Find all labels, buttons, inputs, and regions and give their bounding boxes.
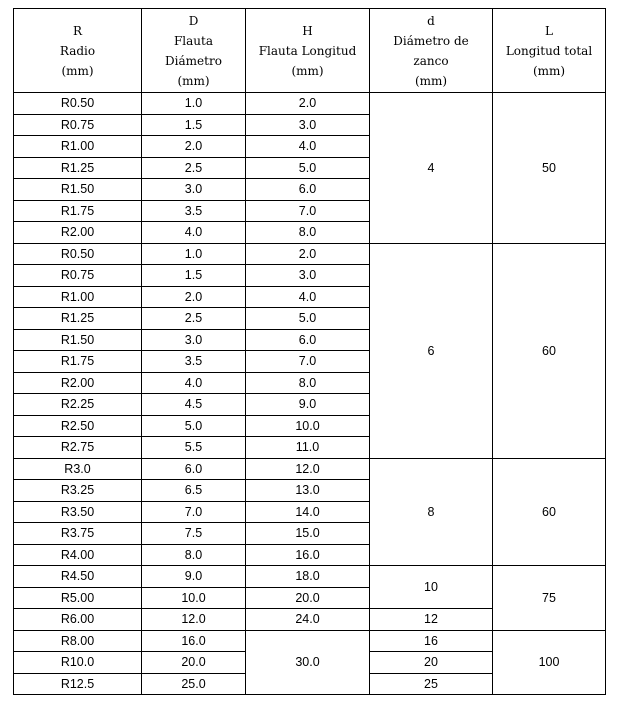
radius-cell: R1.50: [14, 329, 142, 351]
header-symbol: R: [72, 23, 83, 38]
flute-diameter-cell: 25.0: [142, 673, 246, 695]
header-unit: (mm): [414, 73, 448, 88]
radius-cell: R10.0: [14, 652, 142, 674]
flute-diameter-cell: 12.0: [142, 609, 246, 631]
flute-diameter-cell: 7.5: [142, 523, 246, 545]
flute-diameter-cell: 1.5: [142, 265, 246, 287]
shank-diameter-cell: 12: [370, 609, 493, 631]
header-label: Flauta: [173, 33, 214, 48]
shank-diameter-cell: 4: [370, 93, 493, 244]
header-label: Diámetro de: [393, 33, 469, 48]
flute-diameter-cell: 2.0: [142, 136, 246, 158]
radius-cell: R2.25: [14, 394, 142, 416]
flute-diameter-cell: 10.0: [142, 587, 246, 609]
flute-length-cell: 7.0: [246, 351, 370, 373]
flute-length-cell: 20.0: [246, 587, 370, 609]
header-label: Diámetro: [165, 53, 222, 68]
flute-length-cell: 30.0: [246, 630, 370, 695]
header-radius: [14, 9, 142, 93]
flute-diameter-cell: 3.0: [142, 179, 246, 201]
header-flute-diameter: [142, 9, 246, 93]
radius-cell: R0.50: [14, 243, 142, 265]
radius-cell: R1.00: [14, 136, 142, 158]
flute-diameter-cell: 5.5: [142, 437, 246, 459]
header-overall-length: [493, 9, 606, 93]
flute-diameter-cell: 4.5: [142, 394, 246, 416]
flute-length-cell: 3.0: [246, 265, 370, 287]
radius-cell: R3.50: [14, 501, 142, 523]
flute-length-cell: 12.0: [246, 458, 370, 480]
flute-length-cell: 18.0: [246, 566, 370, 588]
header-unit: (mm): [291, 63, 324, 78]
header-symbol: L: [545, 23, 553, 38]
flute-length-cell: 4.0: [246, 286, 370, 308]
header-symbol: H: [302, 23, 313, 38]
flute-diameter-cell: 16.0: [142, 630, 246, 652]
flute-length-cell: 2.0: [246, 243, 370, 265]
flute-length-cell: 14.0: [246, 501, 370, 523]
flute-diameter-cell: 6.5: [142, 480, 246, 502]
flute-diameter-cell: 8.0: [142, 544, 246, 566]
overall-length-cell: 60: [493, 243, 606, 458]
flute-length-cell: 7.0: [246, 200, 370, 222]
flute-diameter-cell: 9.0: [142, 566, 246, 588]
shank-diameter-cell: 25: [370, 673, 493, 695]
radius-cell: R0.75: [14, 114, 142, 136]
flute-diameter-cell: 2.0: [142, 286, 246, 308]
flute-diameter-cell: 6.0: [142, 458, 246, 480]
table-body: [14, 93, 606, 695]
header-label: zanco: [413, 53, 449, 68]
flute-diameter-cell: 20.0: [142, 652, 246, 674]
flute-diameter-cell: 2.5: [142, 308, 246, 330]
shank-diameter-cell: 8: [370, 458, 493, 566]
radius-cell: R1.75: [14, 200, 142, 222]
radius-cell: R2.75: [14, 437, 142, 459]
flute-length-cell: 15.0: [246, 523, 370, 545]
header-label: Flauta Longitud: [258, 43, 357, 58]
radius-cell: R3.75: [14, 523, 142, 545]
flute-diameter-cell: 4.0: [142, 222, 246, 244]
shank-diameter-cell: 20: [370, 652, 493, 674]
header-row: [14, 9, 606, 93]
radius-cell: R0.50: [14, 93, 142, 115]
flute-length-cell: 3.0: [246, 114, 370, 136]
overall-length-cell: 50: [493, 93, 606, 244]
flute-length-cell: 6.0: [246, 329, 370, 351]
table-row: [14, 93, 606, 115]
header-unit: (mm): [177, 73, 210, 88]
flute-diameter-cell: 1.0: [142, 93, 246, 115]
radius-cell: R2.50: [14, 415, 142, 437]
flute-length-cell: 10.0: [246, 415, 370, 437]
flute-length-cell: 16.0: [246, 544, 370, 566]
spec-table: [13, 8, 606, 695]
flute-diameter-cell: 1.5: [142, 114, 246, 136]
flute-length-cell: 8.0: [246, 222, 370, 244]
flute-diameter-cell: 2.5: [142, 157, 246, 179]
radius-cell: R8.00: [14, 630, 142, 652]
shank-diameter-cell: 10: [370, 566, 493, 609]
flute-diameter-cell: 7.0: [142, 501, 246, 523]
flute-length-cell: 11.0: [246, 437, 370, 459]
overall-length-cell: 100: [493, 630, 606, 695]
flute-length-cell: 24.0: [246, 609, 370, 631]
radius-cell: R1.25: [14, 157, 142, 179]
flute-length-cell: 5.0: [246, 308, 370, 330]
table-row: [14, 630, 606, 652]
shank-diameter-cell: 16: [370, 630, 493, 652]
flute-diameter-cell: 3.5: [142, 200, 246, 222]
flute-diameter-cell: 3.0: [142, 329, 246, 351]
header-symbol: d: [427, 13, 435, 28]
flute-diameter-cell: 5.0: [142, 415, 246, 437]
table-row: [14, 458, 606, 480]
radius-cell: R6.00: [14, 609, 142, 631]
header-label: Longitud total: [505, 43, 593, 58]
radius-cell: R12.5: [14, 673, 142, 695]
overall-length-cell: 75: [493, 566, 606, 631]
radius-cell: R2.00: [14, 222, 142, 244]
header-shank-diameter: [370, 9, 493, 93]
radius-cell: R0.75: [14, 265, 142, 287]
header-label: Radio: [59, 43, 96, 58]
flute-length-cell: 5.0: [246, 157, 370, 179]
flute-length-cell: 6.0: [246, 179, 370, 201]
flute-length-cell: 8.0: [246, 372, 370, 394]
flute-length-cell: 4.0: [246, 136, 370, 158]
flute-length-cell: 2.0: [246, 93, 370, 115]
flute-length-cell: 9.0: [246, 394, 370, 416]
radius-cell: R3.25: [14, 480, 142, 502]
header-unit: (mm): [532, 63, 566, 78]
table-row: [14, 566, 606, 588]
table-header: [14, 9, 606, 93]
radius-cell: R1.75: [14, 351, 142, 373]
header-flute-length: [246, 9, 370, 93]
overall-length-cell: 60: [493, 458, 606, 566]
flute-diameter-cell: 3.5: [142, 351, 246, 373]
flute-diameter-cell: 1.0: [142, 243, 246, 265]
flute-diameter-cell: 4.0: [142, 372, 246, 394]
radius-cell: R5.00: [14, 587, 142, 609]
flute-length-cell: 13.0: [246, 480, 370, 502]
radius-cell: R2.00: [14, 372, 142, 394]
radius-cell: R4.50: [14, 566, 142, 588]
radius-cell: R1.50: [14, 179, 142, 201]
header-symbol: D: [188, 13, 199, 28]
table-row: [14, 243, 606, 265]
radius-cell: R4.00: [14, 544, 142, 566]
radius-cell: R3.0: [14, 458, 142, 480]
shank-diameter-cell: 6: [370, 243, 493, 458]
radius-cell: R1.25: [14, 308, 142, 330]
header-unit: (mm): [61, 63, 94, 78]
radius-cell: R1.00: [14, 286, 142, 308]
